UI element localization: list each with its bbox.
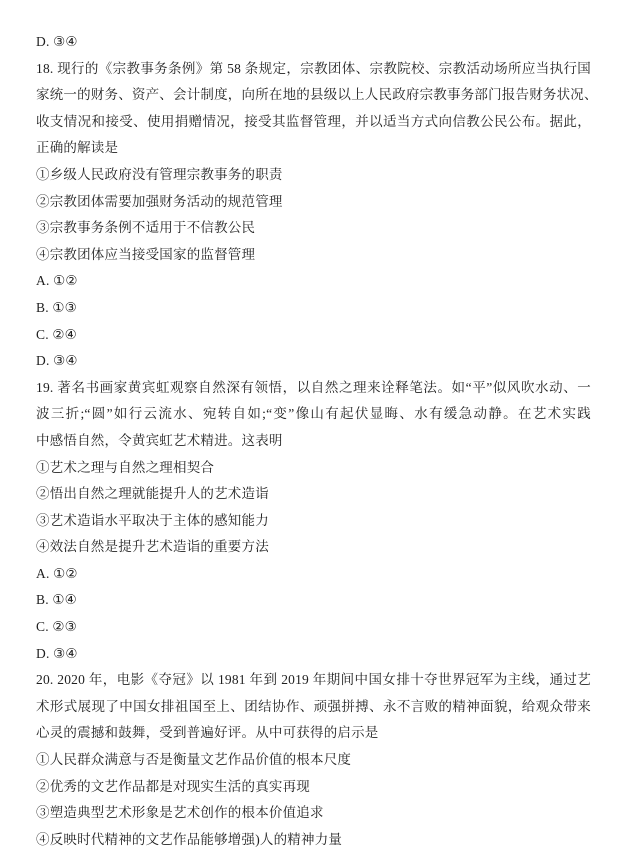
question-18-stem-line-1: 18. 现行的《宗教事务条例》第 58 条规定，宗教团体、宗教院校、宗教活动场所应当执行国 <box>36 60 591 76</box>
question-18-stem-line-2: 家统一的财务、资产、会计制度，向所在地的县级以上人民政府宗教事务部门报告财务状况、 <box>36 87 598 103</box>
question-19-statement-4: ④效法自然是提升艺术造诣的重要方法 <box>36 539 269 555</box>
question-18-option-d: D. ③④ <box>36 353 78 369</box>
question-20-statement-4: ④反映时代精神的文艺作品能够增强)人的精神力量 <box>36 831 343 847</box>
question-18 <box>36 56 598 375</box>
question-20-stem-line-1: 20. 2020 年，电影《夺冠》以 1981 年到 2019 年期间中国女排十夺世界冠军为主线，通过艺 <box>36 672 591 688</box>
question-19-option-d: D. ③④ <box>36 645 78 661</box>
q17-option-d: D. ③④ <box>36 34 78 49</box>
question-18-statement-1: ①乡级人民政府没有管理宗教事务的职责 <box>36 166 283 182</box>
question-18-statement-4: ④宗教团体应当接受国家的监督管理 <box>36 246 256 262</box>
question-18-option-b: B. ①③ <box>36 299 77 315</box>
question-20-stem-line-3: 心灵的震撼和鼓舞，受到普遍好评。从中可获得的启示是 <box>36 725 379 741</box>
question-18-stem-line-4: 正确的解读是 <box>36 140 119 156</box>
question-19-option-b: B. ①④ <box>36 592 77 608</box>
question-20-statement-3: ③塑造典型艺术形象是艺术创作的根本价值追求 <box>36 805 324 821</box>
question-19-stem-line-1: 19. 著名书画家黄宾虹观察自然深有领悟，以自然之理来诠释笔法。如“平”似风吹水动、一 <box>36 379 591 395</box>
question-20-stem-line-2: 术形式展现了中国女排祖国至上、团结协作、顽强拼搏、永不言败的精神面貌，给观众带来 <box>36 698 591 714</box>
question-19 <box>36 375 591 668</box>
question-19-stem-line-2: 波三折;“圆”如行云流水、宛转自如;“变”像山有起伏显晦、水有缓急动静。在艺术实践 <box>36 406 591 422</box>
question-19-statement-2: ②悟出自然之理就能提升人的艺术造诣 <box>36 486 269 502</box>
question-19-statement-1: ①艺术之理与自然之理相契合 <box>36 459 215 475</box>
question-19-option-a: A. ①② <box>36 565 78 581</box>
question-20 <box>36 667 591 853</box>
question-19-statement-3: ③艺术造诣水平取决于主体的感知能力 <box>36 512 269 528</box>
question-18-option-a: A. ①② <box>36 273 78 289</box>
question-20-statement-2: ②优秀的文艺作品都是对现实生活的真实再现 <box>36 778 310 794</box>
question-18-statement-3: ③宗教事务条例不适用于不信教公民 <box>36 220 256 236</box>
question-18-statement-2: ②宗教团体需要加强财务活动的规范管理 <box>36 193 283 209</box>
question-18-option-c: C. ②④ <box>36 326 77 342</box>
question-19-option-c: C. ②③ <box>36 619 77 635</box>
question-18-stem-line-3: 收支情况和接受、使用捐赠情况，接受其监督管理，并以适当方式向信教公民公布。据此， <box>36 113 591 129</box>
question-19-stem-line-3: 中感悟自然，令黄宾虹艺术精进。这表明 <box>36 432 283 448</box>
question-20-statement-1: ①人民群众满意与否是衡量文艺作品价值的根本尺度 <box>36 752 352 768</box>
